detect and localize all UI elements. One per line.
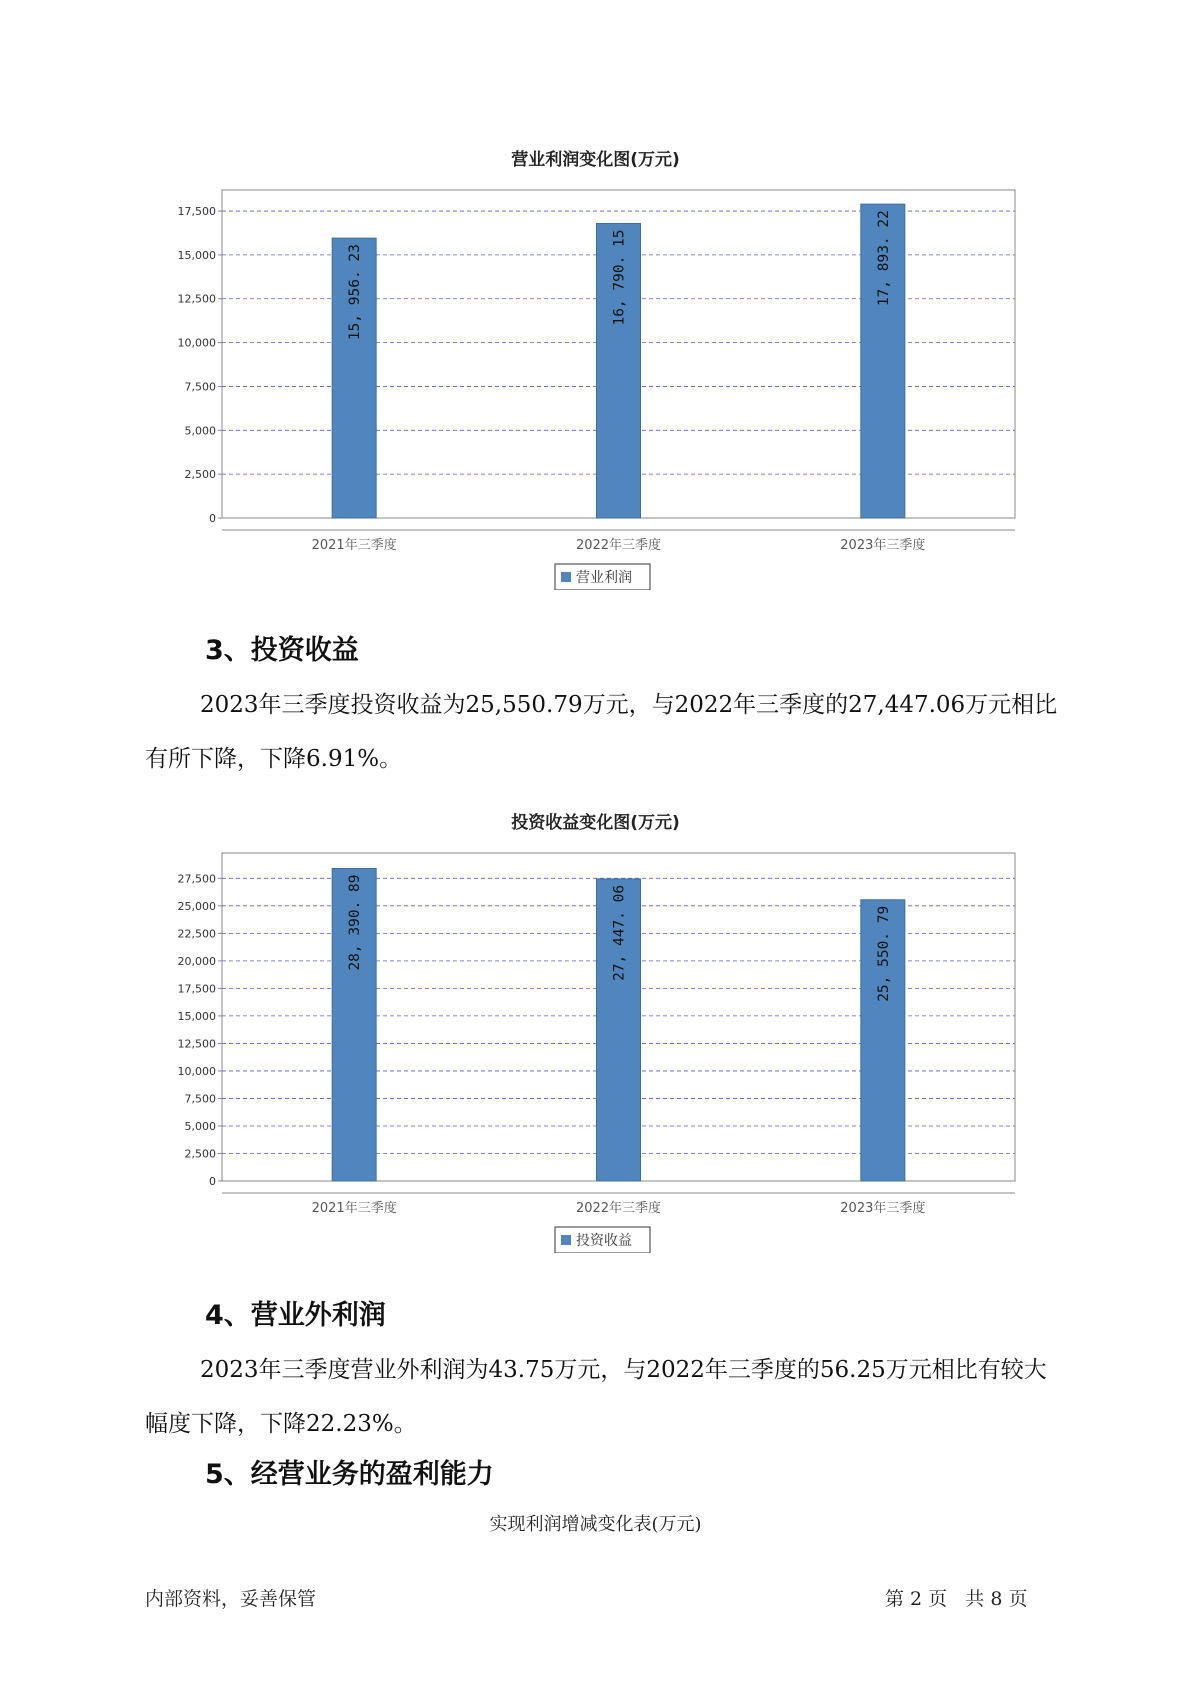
x-category-label: 2021年三季度 [311, 1201, 397, 1216]
non-operating-profit-paragraph: 2023年三季度营业外利润为43.75万元，与2022年三季度的56.25万元相比有较大幅度下降，下降22.23%。 [145, 1357, 1047, 1437]
legend-swatch [561, 1235, 571, 1245]
y-tick-label: 7,500 [184, 1092, 216, 1106]
footer-confidential-note: 内部资料，妥善保管 [145, 1588, 317, 1610]
bar-value-label: 28, 390. 89 [347, 874, 364, 971]
y-tick-label: 27,500 [177, 872, 216, 886]
y-tick-label: 22,500 [177, 927, 216, 941]
y-tick-label: 5,000 [184, 424, 216, 438]
x-category-label: 2022年三季度 [575, 1201, 662, 1216]
y-tick-label: 20,000 [177, 954, 216, 968]
x-category-label: 2023年三季度 [840, 538, 926, 553]
y-tick-label: 10,000 [177, 1064, 216, 1078]
legend-label: 投资收益 [576, 1233, 632, 1249]
y-tick-label: 0 [209, 1175, 216, 1188]
x-category-label: 2023年三季度 [840, 1201, 926, 1216]
y-tick-label: 17,500 [177, 205, 216, 219]
bar-value-label: 25, 550. 79 [875, 905, 892, 1002]
operating-profit-chart [0, 180, 1191, 590]
bar-value-label: 15, 956. 23 [347, 244, 364, 341]
section-heading-investment-income: 3、投资收益 [205, 635, 359, 666]
table-caption: 实现利润增减变化表(万元) [489, 1514, 702, 1535]
x-category-label: 2022年三季度 [575, 538, 662, 553]
legend-label: 营业利润 [576, 570, 632, 586]
y-tick-label: 25,000 [177, 899, 216, 913]
y-tick-label: 12,500 [177, 1037, 216, 1051]
bar-value-label: 27, 447. 06 [611, 884, 628, 981]
bar-value-label: 16, 790. 15 [611, 229, 628, 326]
y-tick-label: 12,500 [177, 292, 216, 306]
y-tick-label: 15,000 [177, 1009, 216, 1023]
y-tick-label: 2,500 [184, 1147, 216, 1161]
investment-income-paragraph: 2023年三季度投资收益为25,550.79万元，与2022年三季度的27,447.06万元相比有所下降，下降6.91%。 [145, 692, 1058, 772]
y-tick-label: 2,500 [184, 468, 216, 482]
footer-page-number: 第 2 页 共 8 页 [885, 1588, 1028, 1610]
x-category-label: 2021年三季度 [311, 538, 397, 553]
y-tick-label: 17,500 [177, 982, 216, 996]
y-tick-label: 0 [209, 512, 216, 525]
chart-title-operating-profit: 营业利润变化图(万元) [511, 150, 680, 170]
section-heading-profitability: 5、经营业务的盈利能力 [205, 1459, 494, 1490]
bar-value-label: 17, 893. 22 [875, 210, 892, 307]
legend-swatch [561, 572, 571, 582]
y-tick-label: 15,000 [177, 248, 216, 262]
section-heading-non-operating-profit: 4、营业外利润 [205, 1300, 386, 1331]
y-tick-label: 7,500 [184, 380, 216, 394]
investment-income-chart [0, 843, 1191, 1253]
y-tick-label: 5,000 [184, 1119, 216, 1133]
y-tick-label: 10,000 [177, 336, 216, 350]
chart-title-investment-income: 投资收益变化图(万元) [511, 813, 680, 833]
